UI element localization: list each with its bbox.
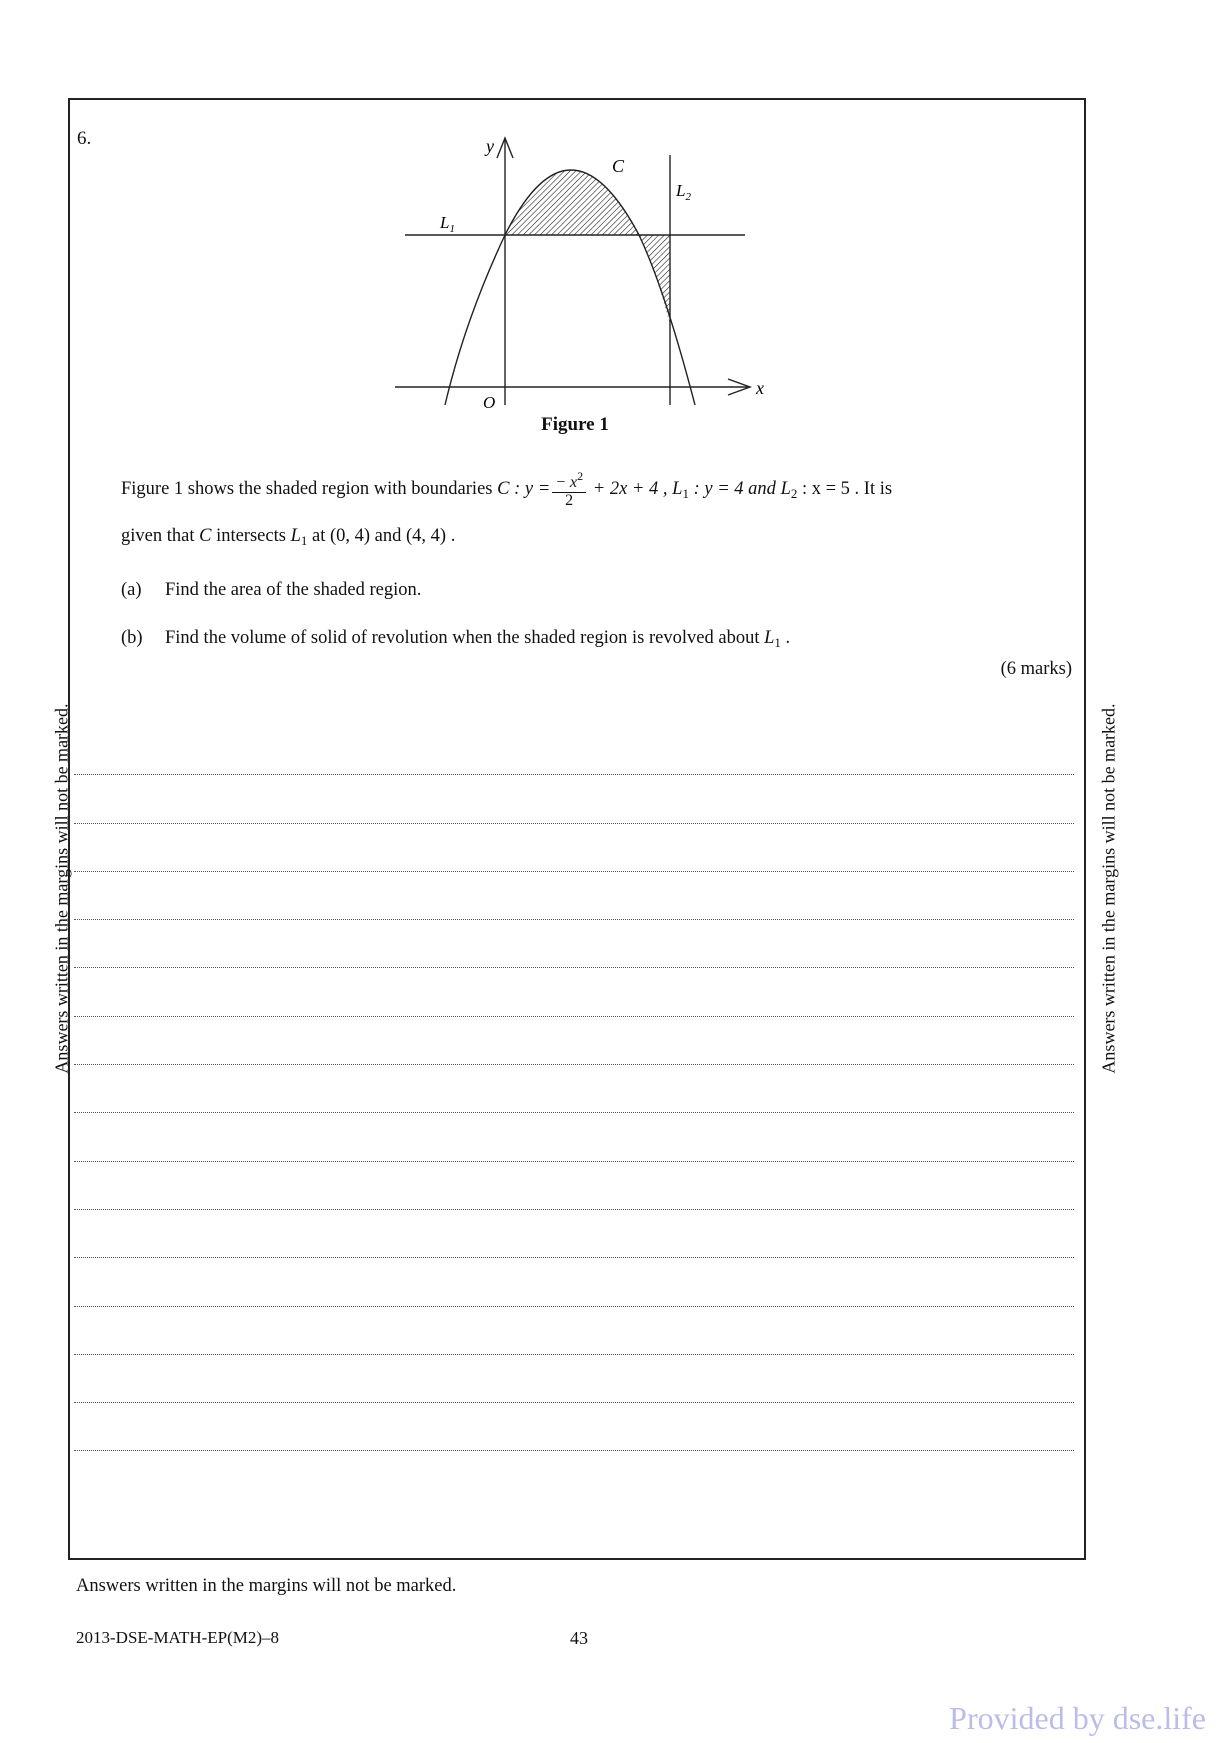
label-origin: O bbox=[483, 393, 496, 410]
answer-line[interactable] bbox=[74, 1403, 1074, 1451]
figure-caption: Figure 1 bbox=[541, 414, 609, 435]
paper-code: 2013-DSE-MATH-EP(M2)–8 bbox=[76, 1628, 280, 1647]
bottom-margin-note: Answers written in the margins will not be marked. bbox=[76, 1576, 457, 1596]
question-text-line-2: given that C intersects $L_1$ at (0, 4) and (4, 4) . bbox=[121, 526, 456, 548]
answer-line[interactable] bbox=[74, 1065, 1074, 1113]
provided-by-watermark: Provided by dse.life bbox=[949, 1700, 1206, 1736]
answer-line[interactable] bbox=[74, 1355, 1074, 1403]
part-a: (a) Find the area of the shaded region. bbox=[121, 580, 422, 600]
part-b: (b) Find the volume of solid of revolution when the shaded region is revolved about $L_1$ . bbox=[121, 628, 791, 650]
margin-note-left: Answers written in the margins will not be marked. bbox=[51, 703, 72, 1074]
label-l1: $L_1$ bbox=[440, 213, 455, 235]
figure-1 bbox=[390, 130, 790, 410]
answer-line[interactable] bbox=[74, 775, 1074, 823]
question-text-line-1: Figure 1 shows the shaded region with boundaries C : y = $\frac{- x^2}{2}$ + 2x + 4 , $L_1$ : y = 4 and $L_2$ : x = 5 . It is bbox=[121, 469, 893, 509]
page-number: 43 bbox=[570, 1628, 588, 1648]
label-curve-c: C bbox=[612, 156, 625, 176]
answer-line[interactable] bbox=[74, 1210, 1074, 1258]
label-y: y bbox=[486, 136, 494, 156]
answer-line[interactable] bbox=[74, 968, 1074, 1016]
fraction: $\frac{- x^2}{2}$ bbox=[552, 470, 586, 510]
shaded-region-lower bbox=[639, 235, 670, 325]
answer-lines[interactable] bbox=[74, 727, 1074, 1451]
answer-line[interactable] bbox=[74, 727, 1074, 775]
answer-line[interactable] bbox=[74, 872, 1074, 920]
answer-line[interactable] bbox=[74, 920, 1074, 968]
answer-line[interactable] bbox=[74, 1017, 1074, 1065]
answer-line[interactable] bbox=[74, 1258, 1074, 1306]
answer-line[interactable] bbox=[74, 1162, 1074, 1210]
answer-line[interactable] bbox=[74, 1307, 1074, 1355]
question-number: 6. bbox=[77, 128, 92, 149]
answer-line[interactable] bbox=[74, 824, 1074, 872]
marks: (6 marks) bbox=[1000, 659, 1072, 679]
answer-line[interactable] bbox=[74, 1113, 1074, 1161]
margin-note-right: Answers written in the margins will not be marked. bbox=[1098, 703, 1119, 1074]
label-x: x bbox=[756, 378, 764, 398]
label-l2: $L_2$ bbox=[676, 181, 691, 203]
